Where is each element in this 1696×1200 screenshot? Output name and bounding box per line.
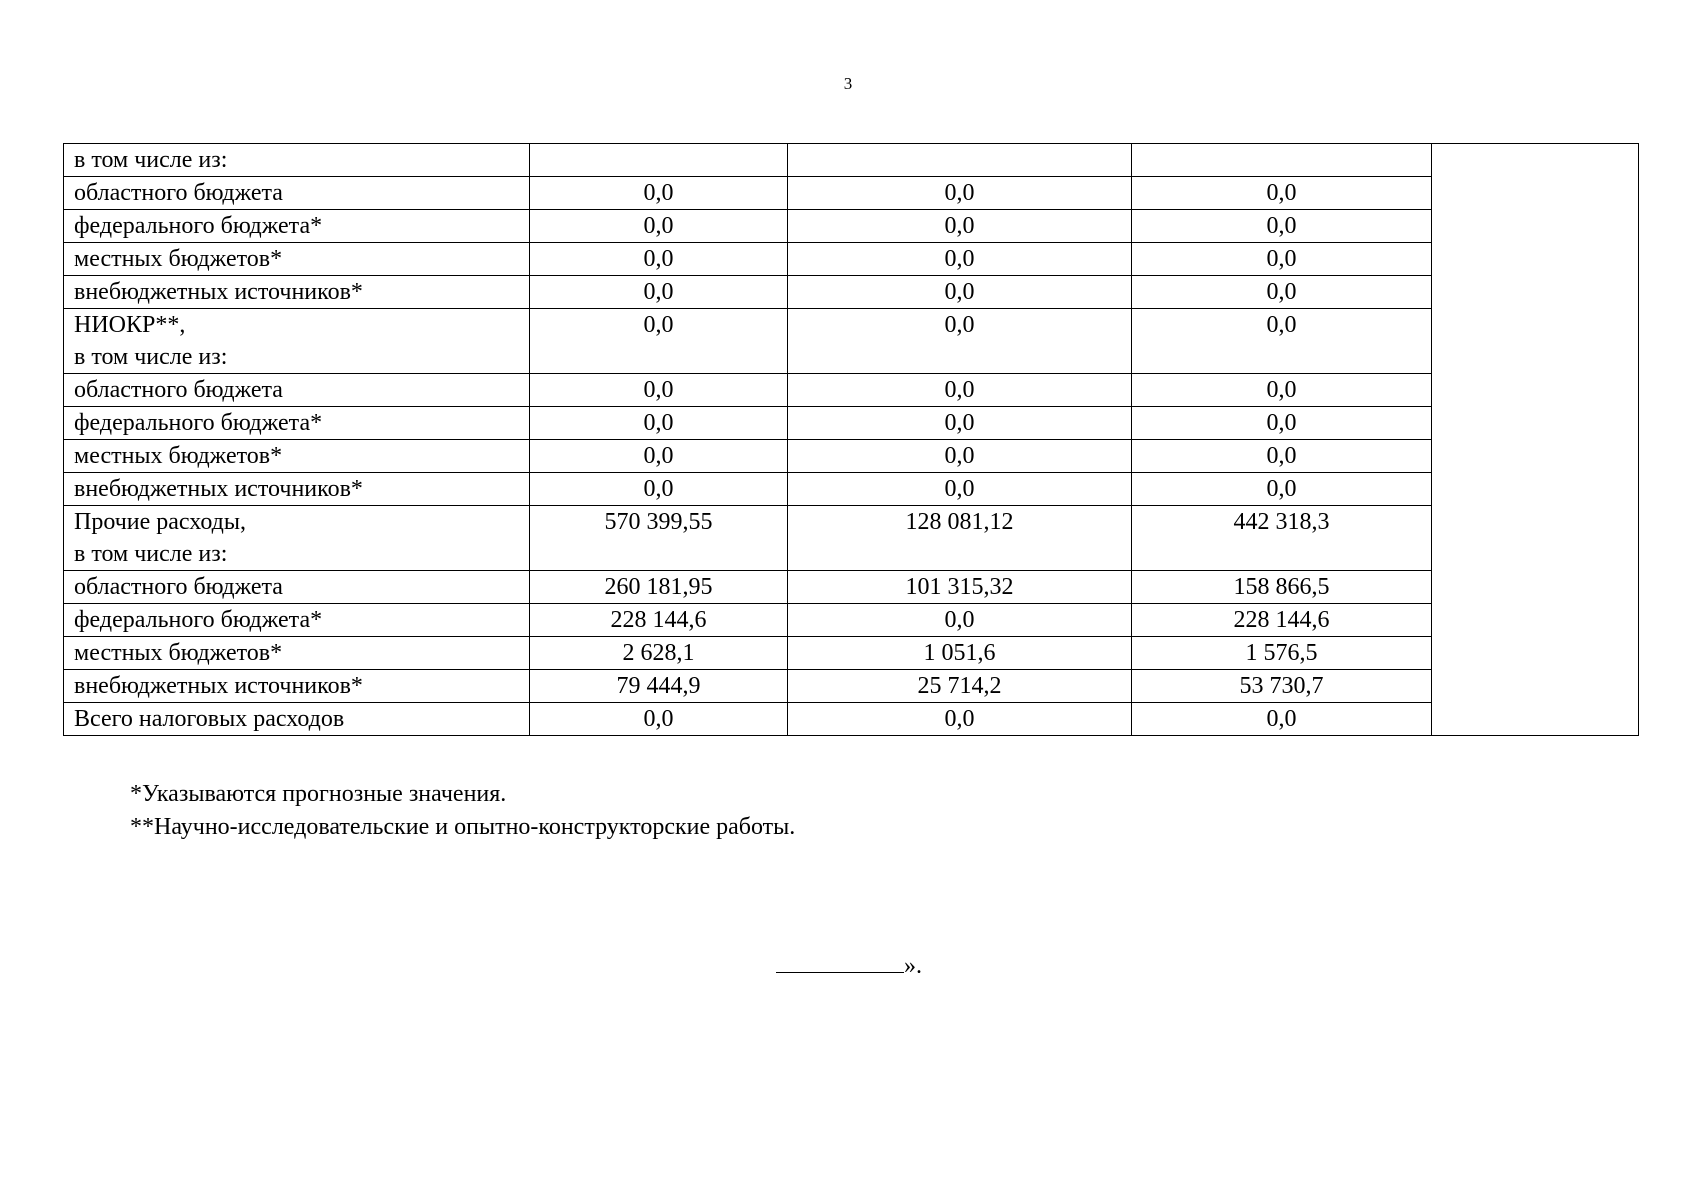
row-label <box>64 177 530 210</box>
table-row <box>64 177 1639 210</box>
value-cell-col1: 0,0 <box>530 703 788 736</box>
value-cell-col2: 0,0 <box>788 210 1132 243</box>
value-cell-col3: 158 866,5 <box>1132 571 1432 604</box>
value-cell-col2: 0,0 <box>788 177 1132 210</box>
row-label-line: НИОКР**, <box>74 312 186 338</box>
row-label-line: областного бюджета <box>74 574 283 600</box>
row-label <box>64 374 530 407</box>
value-cell-col2: 0,0 <box>788 604 1132 637</box>
row-label-line: Прочие расходы, <box>74 509 246 535</box>
row-label-line: федерального бюджета* <box>74 607 323 633</box>
value-cell-col1: 0,0 <box>530 440 788 473</box>
table-row <box>64 407 1639 440</box>
value-cell-col1: 79 444,9 <box>530 670 788 703</box>
row-label <box>64 276 530 309</box>
table-row <box>64 604 1639 637</box>
value-cell-col3: 53 730,7 <box>1132 670 1432 703</box>
footnote-rnd: **Научно-исследовательские и опытно-конструкторские работы. <box>130 814 796 840</box>
value-cell-col1: 0,0 <box>530 177 788 210</box>
value-cell-col3 <box>1132 144 1432 177</box>
table-row <box>64 374 1639 407</box>
table-row <box>64 440 1639 473</box>
row-label <box>64 473 530 506</box>
value-cell-col3: 0,0 <box>1132 276 1432 309</box>
row-label-line: федерального бюджета* <box>74 410 323 436</box>
value-cell-col1: 0,0 <box>530 210 788 243</box>
table-row <box>64 506 1639 571</box>
empty-merged-column <box>1432 144 1639 736</box>
row-label <box>64 506 530 571</box>
row-label <box>64 670 530 703</box>
table-row <box>64 670 1639 703</box>
value-cell-col3: 1 576,5 <box>1132 637 1432 670</box>
value-cell-col3: 0,0 <box>1132 177 1432 210</box>
value-cell-col2: 101 315,32 <box>788 571 1132 604</box>
table-row <box>64 309 1639 374</box>
value-cell-col3: 442 318,3 <box>1132 506 1432 571</box>
table-row <box>64 243 1639 276</box>
closing-quote: ». <box>904 953 922 979</box>
value-cell-col3: 0,0 <box>1132 407 1432 440</box>
table-row <box>64 571 1639 604</box>
value-cell-col2: 0,0 <box>788 473 1132 506</box>
row-label <box>64 243 530 276</box>
footnote-forecast: *Указываются прогнозные значения. <box>130 781 507 807</box>
value-cell-col3: 0,0 <box>1132 703 1432 736</box>
value-cell-col2 <box>788 144 1132 177</box>
budget-table <box>63 143 1639 736</box>
value-cell-col3: 0,0 <box>1132 473 1432 506</box>
row-label <box>64 604 530 637</box>
row-label-line: областного бюджета <box>74 377 283 403</box>
value-cell-col2: 128 081,12 <box>788 506 1132 571</box>
value-cell-col2: 0,0 <box>788 703 1132 736</box>
value-cell-col2: 0,0 <box>788 276 1132 309</box>
row-label-line: внебюджетных источников* <box>74 279 363 305</box>
table-row <box>64 637 1639 670</box>
table-row <box>64 210 1639 243</box>
page-number: 3 <box>843 74 853 93</box>
value-cell-col3: 0,0 <box>1132 243 1432 276</box>
row-label-line: в том числе из: <box>74 541 228 567</box>
value-cell-col1: 2 628,1 <box>530 637 788 670</box>
value-cell-col3: 0,0 <box>1132 374 1432 407</box>
row-label-line: местных бюджетов* <box>74 246 283 272</box>
value-cell-col3: 0,0 <box>1132 210 1432 243</box>
value-cell-col1: 0,0 <box>530 407 788 440</box>
value-cell-col3: 0,0 <box>1132 440 1432 473</box>
budget-table-body <box>64 144 1639 736</box>
value-cell-col2: 0,0 <box>788 243 1132 276</box>
value-cell-col2: 1 051,6 <box>788 637 1132 670</box>
row-label-line: внебюджетных источников* <box>74 673 363 699</box>
table-row <box>64 703 1639 736</box>
row-label-line: областного бюджета <box>74 180 283 206</box>
value-cell-col1: 260 181,95 <box>530 571 788 604</box>
row-label-line: в том числе из: <box>74 344 228 370</box>
row-label <box>64 309 530 374</box>
value-cell-col1: 0,0 <box>530 473 788 506</box>
row-label-line: внебюджетных источников* <box>74 476 363 502</box>
signature-line <box>776 946 904 973</box>
row-label <box>64 440 530 473</box>
row-label-line: федерального бюджета* <box>74 213 323 239</box>
value-cell-col2: 0,0 <box>788 309 1132 374</box>
value-cell-col2: 0,0 <box>788 407 1132 440</box>
row-label <box>64 637 530 670</box>
footnotes <box>130 778 795 844</box>
value-cell-col2: 0,0 <box>788 440 1132 473</box>
row-label-line: местных бюджетов* <box>74 443 283 469</box>
value-cell-col1: 0,0 <box>530 309 788 374</box>
table-row <box>64 144 1639 177</box>
row-label <box>64 144 530 177</box>
value-cell-col1 <box>530 144 788 177</box>
value-cell-col1: 0,0 <box>530 374 788 407</box>
value-cell-col2: 0,0 <box>788 374 1132 407</box>
value-cell-col1: 0,0 <box>530 243 788 276</box>
value-cell-col2: 25 714,2 <box>788 670 1132 703</box>
value-cell-col1: 570 399,55 <box>530 506 788 571</box>
row-label <box>64 407 530 440</box>
table-row <box>64 276 1639 309</box>
row-label <box>64 571 530 604</box>
value-cell-col1: 228 144,6 <box>530 604 788 637</box>
row-label <box>64 210 530 243</box>
row-label-line: Всего налоговых расходов <box>74 706 345 732</box>
row-label <box>64 703 530 736</box>
table-row <box>64 473 1639 506</box>
closing-mark <box>776 946 922 980</box>
row-label-line: местных бюджетов* <box>74 640 283 666</box>
value-cell-col3: 0,0 <box>1132 309 1432 374</box>
value-cell-col3: 228 144,6 <box>1132 604 1432 637</box>
row-label-line: в том числе из: <box>74 147 228 173</box>
value-cell-col1: 0,0 <box>530 276 788 309</box>
